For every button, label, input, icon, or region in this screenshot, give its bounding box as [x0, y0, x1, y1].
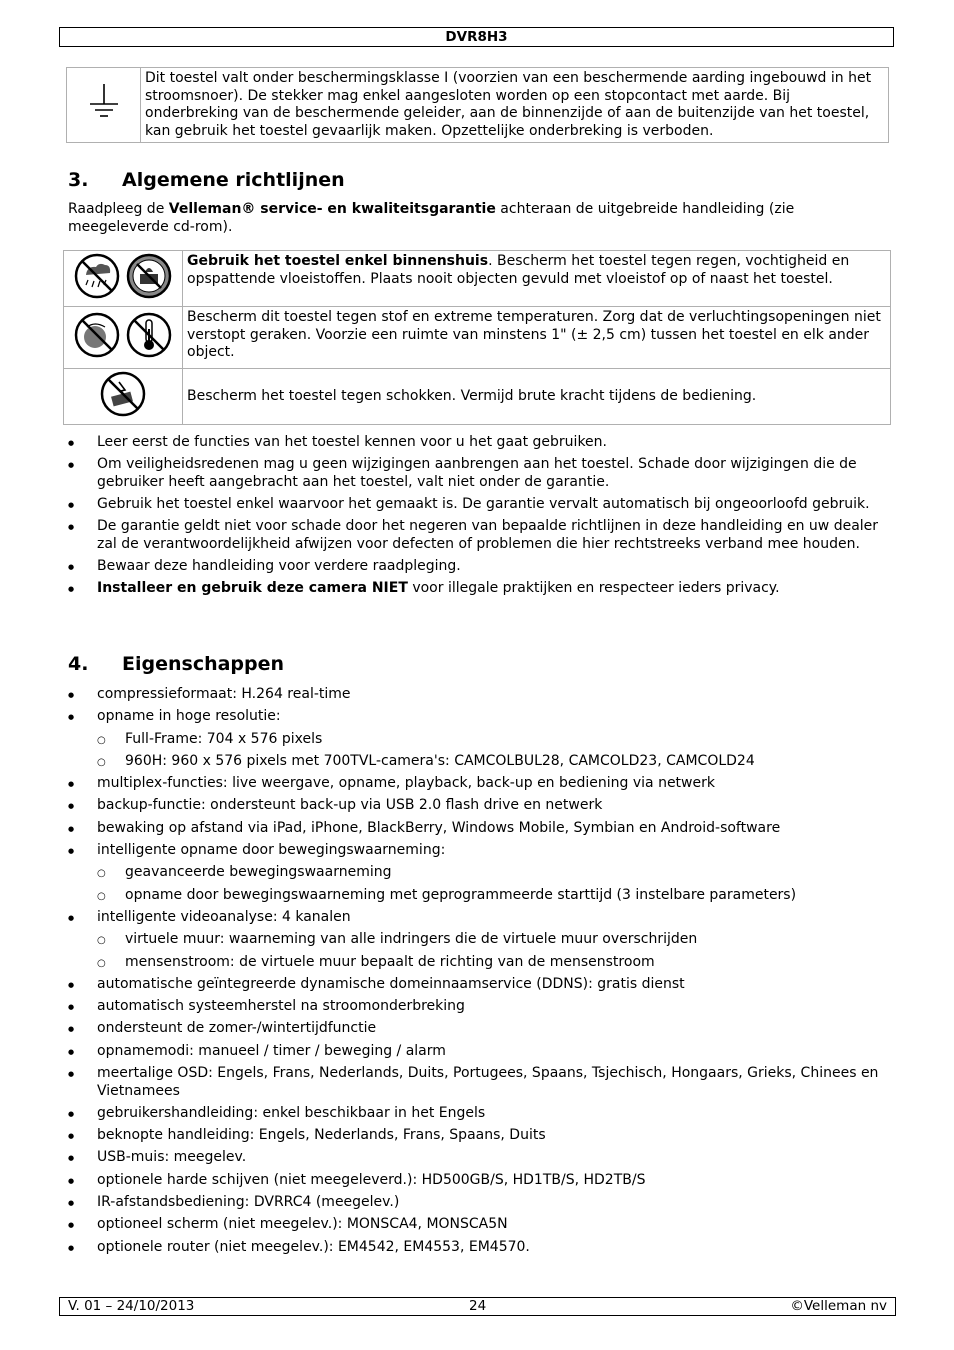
list-item: ● optionele router (niet meegelev.): EM4542, EM4553, EM4570. — [68, 1239, 890, 1257]
section-3-number: 3. — [68, 169, 89, 191]
row-1-icons — [64, 251, 183, 307]
sub-list-item: ○ Full-Frame: 704 x 576 pixels — [68, 731, 890, 749]
warnings-table — [63, 250, 891, 425]
no-dust-icon — [73, 311, 121, 359]
page-footer — [59, 1297, 896, 1316]
list-item: ● compressieformaat: H.264 real-time — [68, 686, 890, 704]
list-item: ● USB-muis: meegelev. — [68, 1149, 890, 1167]
list-item: ● backup-functie: ondersteunt back-up via USB 2.0 flash drive en netwerk — [68, 797, 890, 815]
list-item: ● optionele harde schijven (niet meegeleverd.): HD500GB/S, HD1TB/S, HD2TB/S — [68, 1172, 890, 1190]
section-3-title: Algemene richtlijnen — [122, 169, 345, 191]
list-item: ● automatisch systeemherstel na stroomonderbreking — [68, 998, 890, 1016]
no-rain-icon — [73, 252, 121, 300]
page-header — [59, 27, 894, 47]
earth-ground-icon — [87, 82, 121, 122]
footer-page-number: 24 — [469, 1298, 487, 1314]
privacy-bold: Installeer en gebruik deze camera NIET — [97, 580, 408, 597]
sub-list-item: ○ geavanceerde bewegingswaarneming — [68, 864, 890, 882]
section-4-heading — [68, 653, 284, 675]
list-item: ● intelligente videoanalyse: 4 kanalen — [68, 909, 890, 927]
row-1-text — [183, 251, 891, 307]
no-shock-icon — [99, 370, 147, 418]
list-item: ● opname in hoge resolutie: — [68, 708, 890, 726]
sub-list-item: ○ virtuele muur: waarneming van alle indringers die de virtuele muur overschrijden — [68, 931, 890, 949]
list-item: ● optioneel scherm (niet meegelev.): MONSCA4, MONSCA5N — [68, 1216, 890, 1234]
sub-list-item: ○ mensenstroom: de virtuele muur bepaalt de richting van de mensenstroom — [68, 954, 890, 972]
section-4-number: 4. — [68, 653, 89, 675]
row-1-bold: Gebruik het toestel enkel binnenshuis — [187, 253, 489, 269]
privacy-rest: voor illegale praktijken en respecteer ieders privacy. — [407, 580, 780, 597]
list-item: ● bewaking op afstand via iPad, iPhone, BlackBerry, Windows Mobile, Symbian en Android-software — [68, 820, 890, 838]
temperature-icon — [125, 311, 173, 359]
footer-copyright: ©Velleman nv — [790, 1298, 887, 1314]
list-item — [68, 580, 890, 598]
row-2-text — [183, 307, 891, 369]
safety-note: Dit toestel valt onder beschermingsklasse I (voorzien van een beschermende aarding ingebouwd in het stroomsnoer). De stekker mag enkel aangesloten worden op een stopcontact met aarde. Bij onderbreking van de beschermende geleider, aan de binnenzijde of aan de buitenzijde van het toestel, kan gebruik het toestel gevaarlijk maken. Opzettelijke onderbreking is verboden. — [141, 68, 889, 143]
list-item: ● De garantie geldt niet voor schade door het negeren van bepaalde richtlijnen in deze handleiding en uw dealer zal de verantwoordelijkheid afwijzen voor defecten of problemen die hier rechtstreeks verband mee houden. — [68, 518, 890, 553]
section-3-intro — [68, 201, 888, 236]
row-3-body: Bescherm het toestel tegen schokken. Vermijd brute kracht tijdens de bediening. — [187, 387, 757, 404]
sub-list-item: ○ opname door bewegingswaarneming met geprogrammeerde starttijd (3 instelbare parameters) — [68, 887, 890, 905]
list-item: ● Leer eerst de functies van het toestel kennen voor u het gaat gebruiken. — [68, 434, 890, 452]
row-1-body: . Bescherm het toestel tegen regen, vochtigheid en opspattende vloeistoffen. Plaats nooit objecten gevuld met vloeistof op of naast het toestel. — [187, 253, 850, 287]
footer-version: V. 01 – 24/10/2013 — [68, 1298, 195, 1314]
safety-class-table — [66, 67, 889, 143]
intro-bold-text: Velleman® service- en kwaliteitsgarantie — [168, 201, 496, 217]
list-item: ● Bewaar deze handleiding voor verdere raadpleging. — [68, 558, 890, 576]
section-4-title: Eigenschappen — [122, 653, 285, 675]
intro-text-start: Raadpleeg de — [68, 201, 169, 217]
row-3-icons — [64, 369, 183, 425]
list-item: ● gebruikershandleiding: enkel beschikbaar in het Engels — [68, 1105, 890, 1123]
list-item: ● IR-afstandsbediening: DVRRC4 (meegelev.) — [68, 1194, 890, 1212]
list-item: ● Gebruik het toestel enkel waarvoor het gemaakt is. De garantie vervalt automatisch bij ongeoorloofd gebruik. — [68, 496, 890, 514]
list-item: ● meertalige OSD: Engels, Frans, Nederlands, Duits, Portugees, Spaans, Tsjechisch, Hongaars, Grieks, Chinees en Vietnamees — [68, 1065, 890, 1100]
no-liquid-icon — [125, 252, 173, 300]
list-item: ● ondersteunt de zomer-/wintertijdfunctie — [68, 1020, 890, 1038]
list-item: ● Om veiligheidsredenen mag u geen wijzigingen aanbrengen aan het toestel. Schade door wijzigingen die de gebruiker heeft aangebracht aan het toestel, valt niet onder de garantie. — [68, 456, 890, 491]
features-list — [68, 686, 890, 1261]
guidelines-list — [68, 434, 890, 603]
section-3-heading — [68, 169, 345, 191]
list-item: ● opnamemodi: manueel / timer / beweging / alarm — [68, 1043, 890, 1061]
document-title: DVR8H3 — [445, 29, 508, 45]
list-item: ● beknopte handleiding: Engels, Nederlands, Frans, Spaans, Duits — [68, 1127, 890, 1145]
list-item: ● automatische geïntegreerde dynamische domeinnaamservice (DDNS): gratis dienst — [68, 976, 890, 994]
intro-text-end: achteraan de uitgebreide handleiding (zie meegeleverde cd-rom). — [68, 201, 795, 235]
sub-list-item: ○ 960H: 960 x 576 pixels met 700TVL-camera's: CAMCOLBUL28, CAMCOLD23, CAMCOLD24 — [68, 753, 890, 771]
row-3-text — [183, 369, 891, 425]
list-item: ● intelligente opname door bewegingswaarneming: — [68, 842, 890, 860]
list-item: ● multiplex-functies: live weergave, opname, playback, back-up en bediening via netwerk — [68, 775, 890, 793]
row-2-icons — [64, 307, 183, 369]
row-2-body: Bescherm dit toestel tegen stof en extreme temperaturen. Zorg dat de verluchtingsopeningen niet verstopt geraken. Voorzie een ruimte van minstens 1" (± 2,5 cm) tussen het toestel en elk ander object. — [187, 309, 881, 360]
ground-icon-cell — [67, 68, 141, 143]
